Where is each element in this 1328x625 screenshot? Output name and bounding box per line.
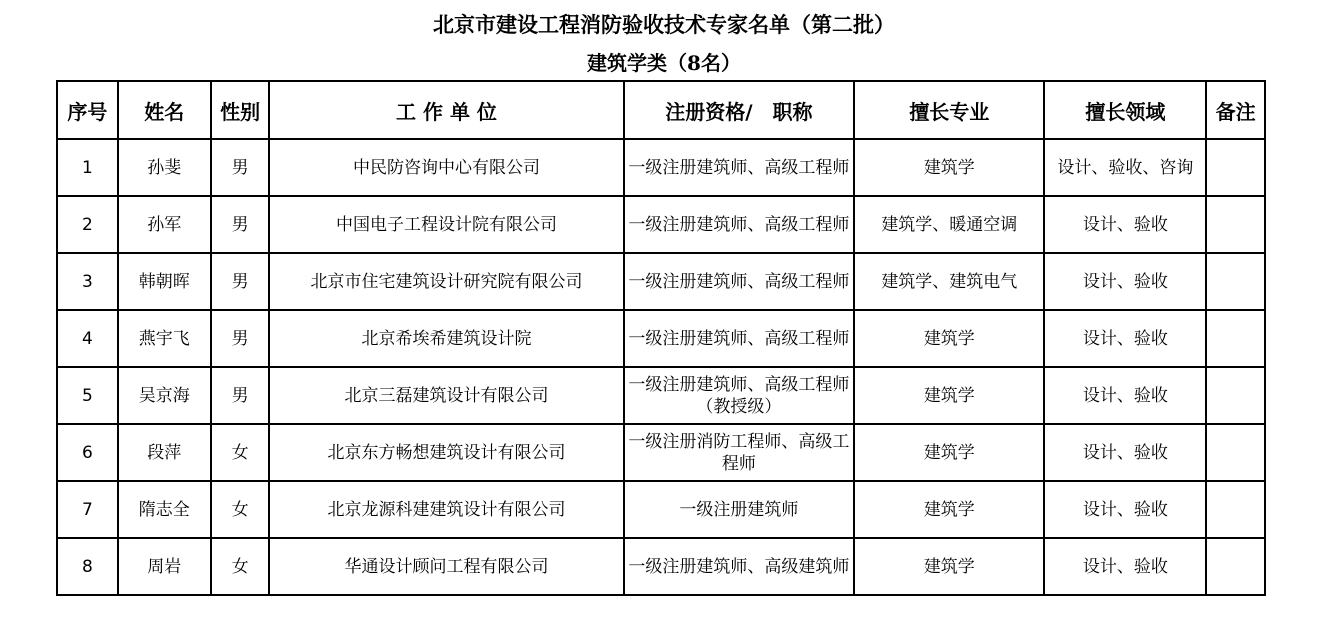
table-row — [57, 367, 1265, 424]
cell-no: 5 — [57, 367, 118, 424]
cell-qualification: 一级注册建筑师、高级工程师 — [624, 139, 855, 196]
header-note: 备注 — [1206, 81, 1265, 139]
cell-field: 设计、验收 — [1044, 424, 1206, 481]
cell-gender: 男 — [211, 367, 270, 424]
cell-qualification: 一级注册建筑师、高级建筑师 — [624, 538, 855, 595]
cell-gender: 女 — [211, 424, 270, 481]
cell-note — [1206, 481, 1265, 538]
header-no: 序号 — [57, 81, 118, 139]
header-field: 擅长领域 — [1044, 81, 1206, 139]
cell-org: 华通设计顾问工程有限公司 — [269, 538, 623, 595]
cell-no: 2 — [57, 196, 118, 253]
cell-field: 设计、验收 — [1044, 196, 1206, 253]
table-row — [57, 538, 1265, 595]
cell-org: 北京希埃希建筑设计院 — [269, 310, 623, 367]
cell-org: 北京市住宅建筑设计研究院有限公司 — [269, 253, 623, 310]
header-name: 姓名 — [118, 81, 211, 139]
cell-name: 孙军 — [118, 196, 211, 253]
cell-name: 周岩 — [118, 538, 211, 595]
expert-table — [56, 80, 1266, 596]
table-row — [57, 139, 1265, 196]
cell-no: 8 — [57, 538, 118, 595]
cell-specialty: 建筑学、暖通空调 — [854, 196, 1044, 253]
cell-field: 设计、验收 — [1044, 310, 1206, 367]
cell-qualification: 一级注册建筑师、高级工程师 — [624, 253, 855, 310]
cell-specialty: 建筑学 — [854, 538, 1044, 595]
cell-name: 孙斐 — [118, 139, 211, 196]
cell-field: 设计、验收 — [1044, 481, 1206, 538]
table-row — [57, 253, 1265, 310]
cell-note — [1206, 196, 1265, 253]
cell-specialty: 建筑学 — [854, 481, 1044, 538]
cell-org: 中国电子工程设计院有限公司 — [269, 196, 623, 253]
cell-specialty: 建筑学 — [854, 139, 1044, 196]
cell-name: 段萍 — [118, 424, 211, 481]
cell-org: 北京三磊建筑设计有限公司 — [269, 367, 623, 424]
cell-note — [1206, 139, 1265, 196]
cell-note — [1206, 424, 1265, 481]
cell-qualification: 一级注册建筑师、高级工程师 — [624, 196, 855, 253]
cell-field: 设计、验收 — [1044, 367, 1206, 424]
document-subtitle: 建筑学类（8名） — [587, 51, 741, 75]
cell-specialty: 建筑学 — [854, 367, 1044, 424]
cell-specialty: 建筑学 — [854, 424, 1044, 481]
cell-gender: 男 — [211, 196, 270, 253]
cell-field: 设计、验收、咨询 — [1044, 139, 1206, 196]
header-org: 工 作 单 位 — [269, 81, 623, 139]
cell-name: 吴京海 — [118, 367, 211, 424]
cell-no: 7 — [57, 481, 118, 538]
cell-qualification: 一级注册建筑师、高级工程师（教授级） — [624, 367, 855, 424]
document-title: 北京市建设工程消防验收技术专家名单（第二批） — [433, 12, 895, 37]
cell-name: 隋志全 — [118, 481, 211, 538]
table-row — [57, 481, 1265, 538]
table-row — [57, 196, 1265, 253]
cell-field: 设计、验收 — [1044, 253, 1206, 310]
cell-field: 设计、验收 — [1044, 538, 1206, 595]
cell-org: 北京龙源科建建筑设计有限公司 — [269, 481, 623, 538]
cell-gender: 男 — [211, 310, 270, 367]
cell-specialty: 建筑学 — [854, 310, 1044, 367]
cell-name: 韩朝晖 — [118, 253, 211, 310]
cell-gender: 男 — [211, 253, 270, 310]
cell-specialty: 建筑学、建筑电气 — [854, 253, 1044, 310]
cell-org: 中民防咨询中心有限公司 — [269, 139, 623, 196]
header-qualification: 注册资格/ 职称 — [624, 81, 855, 139]
cell-qualification: 一级注册建筑师 — [624, 481, 855, 538]
cell-org: 北京东方畅想建筑设计有限公司 — [269, 424, 623, 481]
cell-no: 4 — [57, 310, 118, 367]
cell-gender: 女 — [211, 538, 270, 595]
cell-note — [1206, 538, 1265, 595]
cell-note — [1206, 253, 1265, 310]
header-specialty: 擅长专业 — [854, 81, 1044, 139]
cell-no: 3 — [57, 253, 118, 310]
cell-no: 6 — [57, 424, 118, 481]
cell-gender: 男 — [211, 139, 270, 196]
table-row — [57, 424, 1265, 481]
cell-no: 1 — [57, 139, 118, 196]
table-row — [57, 310, 1265, 367]
cell-name: 燕宇飞 — [118, 310, 211, 367]
header-gender: 性别 — [211, 81, 270, 139]
cell-gender: 女 — [211, 481, 270, 538]
cell-note — [1206, 310, 1265, 367]
cell-qualification: 一级注册消防工程师、高级工程师 — [624, 424, 855, 481]
table-header-row — [57, 81, 1265, 139]
cell-qualification: 一级注册建筑师、高级工程师 — [624, 310, 855, 367]
cell-note — [1206, 367, 1265, 424]
